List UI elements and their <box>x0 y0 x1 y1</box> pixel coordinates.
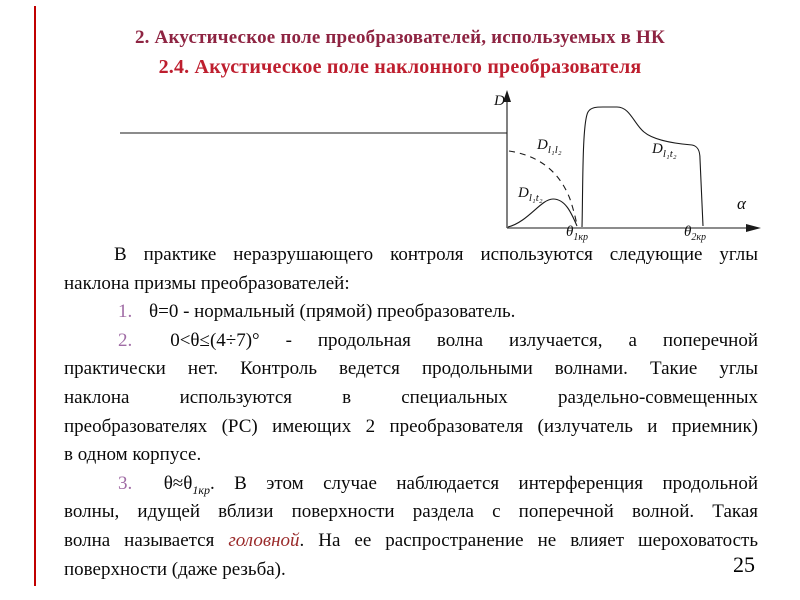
list-number: 3. <box>118 472 133 494</box>
paragraph-line: наклона используются в специальных раздельно-совмещенных <box>64 386 758 408</box>
list-item-text: 0<θ≤(4÷7)° - продольная волна излучается, а поперечной <box>170 329 759 351</box>
page-number: 25 <box>733 552 755 577</box>
theta-subscript: 1кр <box>192 482 210 497</box>
list-item-text: . В этом случае наблюдается интерференция продольной <box>209 472 759 494</box>
label-dashed-curve: $D_{l_1l_2}$ <box>537 137 562 156</box>
list-item-text: θ=0 - нормальный (прямой) преобразователь. <box>149 301 516 323</box>
paragraph-line: в одном корпусе. <box>64 444 202 466</box>
curve-transverse-big <box>582 107 703 227</box>
list-number: 2. <box>118 329 133 351</box>
list-item-1 <box>64 298 758 327</box>
list-item-2 <box>64 327 758 356</box>
label-big-curve: $D_{l_1t_2}$ <box>652 141 677 160</box>
list-item-3 <box>64 470 758 499</box>
headwave-term: головной <box>228 529 300 551</box>
paragraph-text: волна называется <box>64 529 229 551</box>
list-item-text: θ≈θ <box>163 472 193 494</box>
paragraph-line: поверхности (даже резьба). <box>64 558 286 580</box>
paragraph-line: В практике неразрушающего контроля используются следующие углы <box>114 244 758 265</box>
paragraph-line: практически нет. Контроль ведется продольными волнами. Такие углы <box>64 358 758 380</box>
tick-theta-2kr: $\theta_{2кр}$ <box>684 224 707 243</box>
left-accent-bar <box>34 6 36 586</box>
directivity-diagram <box>100 85 772 247</box>
paragraph-line: наклона призмы преобразователей: <box>64 272 350 294</box>
tick-theta-1kr: $\theta_{1кр}$ <box>566 224 589 243</box>
paragraph-line: преобразователях (РС) имеющих 2 преобразователя (излучатель и приемник) <box>64 415 758 437</box>
label-small-curve: $D_{l_1t_2}$ <box>518 185 543 204</box>
slide-subtitle: 2.4. Акустическое поле наклонного преобразователя <box>158 56 642 78</box>
y-axis-label: D <box>494 93 505 109</box>
slide-title: 2. Акустическое поле преобразователей, используемых в НК <box>134 27 666 48</box>
list-number: 1. <box>118 301 133 323</box>
x-axis-arrow-icon <box>746 224 761 232</box>
body-text <box>64 241 758 584</box>
paragraph-line: волны, идущей вблизи поверхности раздела с поперечной волной. Такая <box>64 501 758 523</box>
x-axis-label: α <box>737 194 746 213</box>
paragraph-text: . На ее распространение не влияет шероховатость <box>299 529 758 551</box>
paragraph-line <box>64 527 758 556</box>
